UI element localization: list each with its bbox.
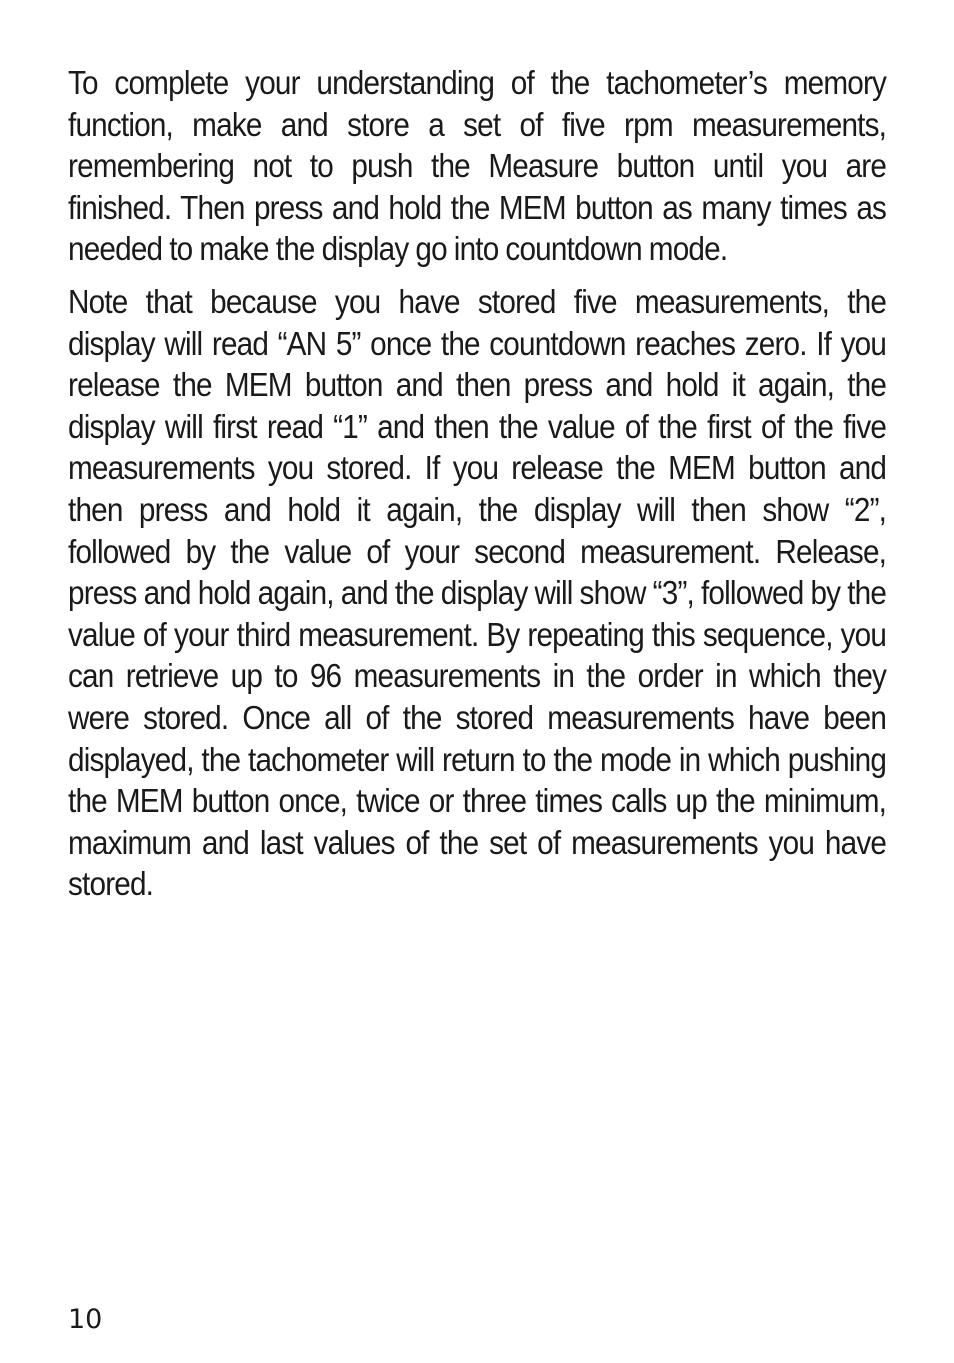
paragraph-countdown-retrieval: Note that because you have stored five measurements, the display will read “AN 5” once the countdown reaches zero. If you release the MEM button and then press and hold it again, the display will first read “1” and then the value of the first of the five measurements you stored. If you release the MEM button and then press and hold it again, the display will then show “2”, followed by the value of your second measurement. Release, press and hold again, and the display will show “3”, followed by the value of your third measurement. By repeating this sequence, you can retrieve up to 96 measurements in the order in which they were stored. Once all of the stored measurements have been displayed, the tachometer will return to the mode in which pushing the MEM button once, twice or three times calls up the minimum, maximum and last values of the set of measurements you have stored. [68,282,887,903]
paragraph-memory-function: To complete your understanding of the tachometer’s memory function, make and store a set of five rpm measurements, remembering not to push the Measure button until you are finished. Then press and hold the MEM button as many times as needed to make the display go into countdown mode. [68,64,887,268]
body-text [68,62,886,916]
page-number: 10 [68,1304,103,1335]
